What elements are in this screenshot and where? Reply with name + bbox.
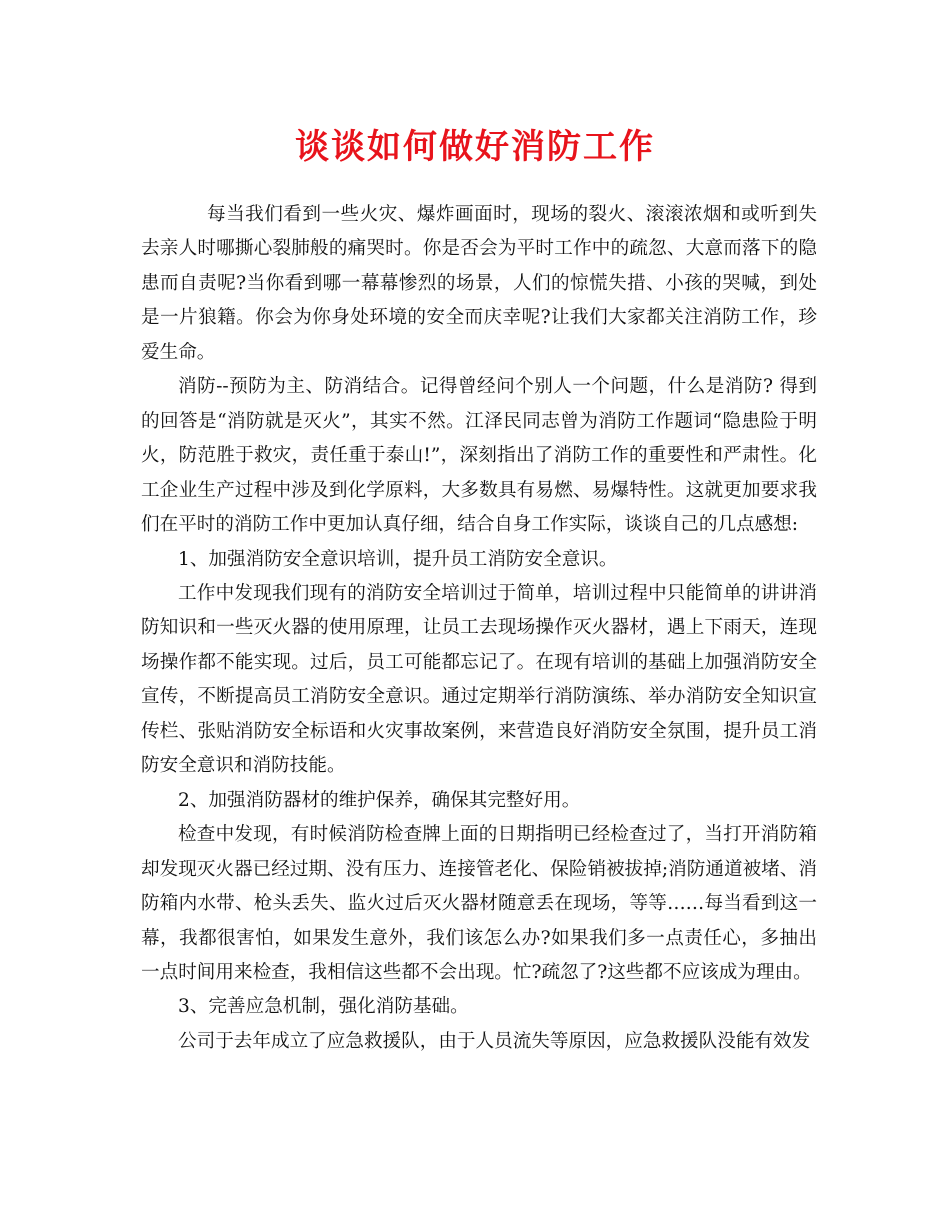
document-title: 谈谈如何做好消防工作	[295, 127, 655, 167]
paragraph-equipment: 检查中发现，有时候消防检查牌上面的日期指明已经检查过了，当打开消防箱却发现灭火器已经过期、没有压力、连接管老化、保险销被拔掉;消防通道被堵、消防箱内水带、枪头丢失、监火过后灭火器材随意丢在现场，等等……每当看到这一幕，我都很害怕，如果发生意外，我们该怎么办?如果我们多一点责任心，多抽出一点时间用来检查，我相信这些都不会出现。忙?疏忽了?这些都不应该成为理由。	[141, 824, 817, 983]
paragraph-intro: 每当我们看到一些火灾、爆炸画面时，现场的裂火、滚滚浓烟和或听到失去亲人时哪撕心裂肺般的痛哭时。你是否会为平时工作中的疏忽、大意而落下的隐患而自责呢?当你看到哪一幕幕惨烈的场景，人们的惊慌失措、小孩的哭喊，到处是一片狼籍。你会为你身处环境的安全而庆幸呢?让我们大家都关注消防工作，珍爱生命。	[141, 204, 817, 363]
paragraph-training: 工作中发现我们现有的消防安全培训过于简单，培训过程中只能简单的讲讲消防知识和一些灭火器的使用原理，让员工去现场操作灭火器材，遇上下雨天，连现场操作都不能实现。过后，员工可能都忘记了。在现有培训的基础上加强消防安全宣传，不断提高员工消防安全意识。通过定期举行消防演练、举办消防安全知识宣传栏、张贴消防安全标语和火灾事故案例，来营造良好消防安全氛围，提升员工消防安全意识和消防技能。	[141, 582, 817, 777]
document-body	[141, 198, 817, 1059]
paragraph-emergency: 公司于去年成立了应急救援队，由于人员流失等原因，应急救援队没能有效发	[178, 1030, 811, 1052]
paragraph-fire-prevention: 消防--预防为主、防消结合。记得曾经问个别人一个问题，什么是消防? 得到的回答是“消防就是灭火”，其实不然。江泽民同志曾为消防工作题词“隐患险于明火，防范胜于救灾，责任重于泰山!”，深刻指出了消防工作的重要性和严肃性。化工企业生产过程中涉及到化学原料，大多数具有易燃、易爆特性。这就更加要求我们在平时的消防工作中更加认真仔细，结合自身工作实际，谈谈自己的几点感想:	[141, 376, 817, 536]
section-heading-2: 2、加强消防器材的维护保养，确保其完整好用。	[178, 789, 581, 811]
section-heading-1: 1、加强消防安全意识培训，提升员工消防安全意识。	[178, 548, 618, 570]
section-heading-3: 3、完善应急机制，强化消防基础。	[178, 996, 469, 1018]
